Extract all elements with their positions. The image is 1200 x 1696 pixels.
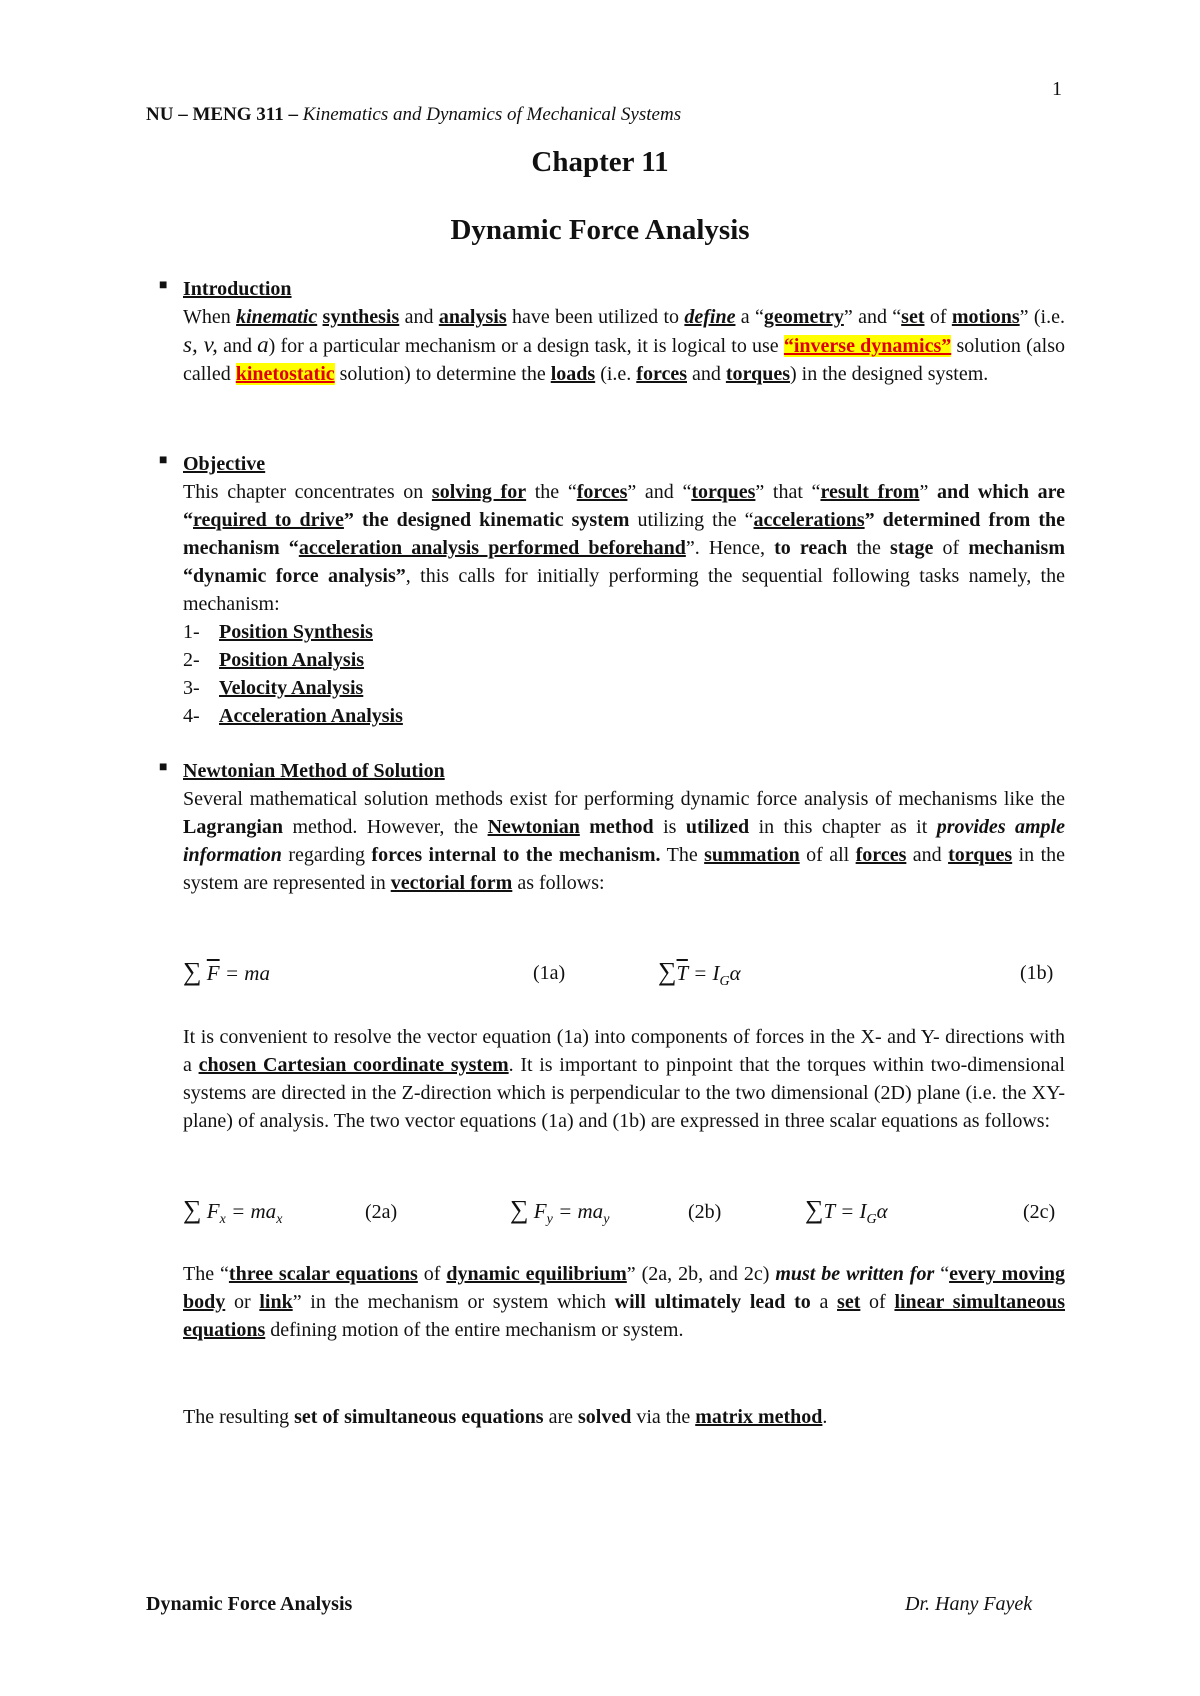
three-equations-paragraph: The “three scalar equations of dynamic equilibrium” (2a, 2b, and 2c) must be written for “every moving body or link” in the mechanism or system which will ultimately lead to a set of linear simultaneous equations defining motion of the entire mechanism or system.: [183, 1263, 1066, 1341]
equation-2c: $\sum T = I_G\alpha$: [805, 1195, 888, 1228]
page-title: Dynamic Force Analysis: [450, 214, 750, 246]
newtonian-paragraph: Several mathematical solution methods exist for performing dynamic force analysis of mechanisms like the Lagrangian method. However, the Newtonian method is utilized in this chapter as it provides ample information regarding forces internal to the mechanism. The summation of all forces and torques in the system are represented in vectorial form as follows:: [183, 788, 1066, 894]
footer-author: Dr. Hany Fayek: [905, 1593, 1033, 1615]
heading-text: Introduction: [183, 278, 292, 300]
heading-text: Objective: [183, 453, 266, 475]
list-item: 3- Velocity Analysis: [183, 677, 364, 699]
page-number: 1: [1052, 78, 1062, 100]
resolve-paragraph: It is convenient to resolve the vector equation (1a) into components of forces in the X- and Y- directions with a chosen Cartesian coordinate system. It is important to pinpoint that the torques within two-dimensional systems are directed in the Z-direction which is perpendicular to the two dimensional (2D) plane (i.e. the XY-plane) of analysis. The two vector equations (1a) and (1b) are expressed in three scalar equations as follows:: [183, 1026, 1065, 1132]
equation-label-2c: (2c): [1023, 1201, 1056, 1223]
list-item: 2- Position Analysis: [183, 649, 365, 671]
chapter-number: Chapter 11: [531, 146, 669, 178]
introduction-heading: [159, 278, 292, 301]
newtonian-heading: [159, 760, 445, 783]
bullet-icon: ■: [159, 453, 168, 468]
equation-label-1b: (1b): [1020, 962, 1054, 984]
bullet-icon: ■: [159, 760, 168, 775]
list-item: 4- Acceleration Analysis: [183, 705, 403, 727]
equation-label-1a: (1a): [533, 962, 566, 984]
list-item: 1- Position Synthesis: [183, 621, 373, 643]
equation-2a: ∑ $F_x = ma_x$: [183, 1195, 283, 1228]
bullet-icon: ■: [159, 278, 168, 293]
task-list: [183, 618, 403, 730]
objective-heading: [159, 453, 266, 476]
heading-text: Newtonian Method of Solution: [183, 760, 445, 782]
introduction-paragraph: When kinematic synthesis and analysis have been utilized to define a “geometry” and “set of motions” (i.e. s, v, and a) for a particular mechanism or a design task, it is logical to use “inverse dynamics” solution (also called kinetostatic solution) to determine the loads (i.e. forces and torques) in the designed system.: [183, 306, 1065, 385]
running-header: [146, 104, 681, 126]
course-code: NU – MENG 311 –: [146, 104, 298, 125]
objective-paragraph: This chapter concentrates on solving for the “forces” and “torques” that “result from” and which are “required to drive” the designed kinematic system utilizing the “accelerations” determined from the mechanism “acceleration analysis performed beforehand”. Hence, to reach the stage of mechanism “dynamic force analysis”, this calls for initially performing the sequential following tasks namely, the mechanism:: [183, 481, 1066, 615]
equation-1a: ∑ $\overline{F}$ = ma: [183, 957, 270, 986]
equation-1b: $\sum\overline{T} = I_G\alpha$: [658, 957, 741, 990]
result-paragraph: The resulting set of simultaneous equations are solved via the matrix method.: [183, 1406, 828, 1428]
equation-label-2b: (2b): [688, 1201, 722, 1223]
equation-label-2a: (2a): [365, 1201, 398, 1223]
footer-title: Dynamic Force Analysis: [146, 1593, 353, 1615]
equation-2b: ∑ $F_y = ma_y$: [510, 1195, 610, 1228]
course-title: Kinematics and Dynamics of Mechanical Systems: [302, 104, 682, 125]
